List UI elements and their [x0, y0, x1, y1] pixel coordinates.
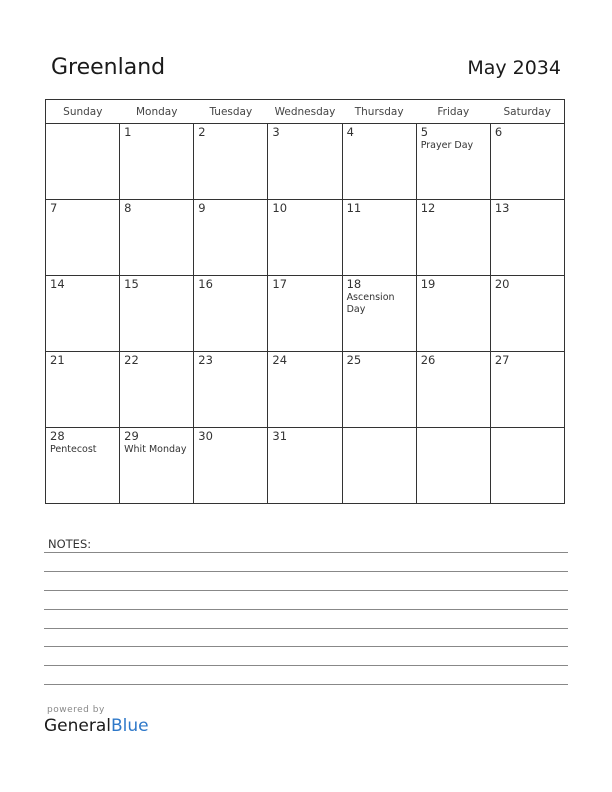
note-line — [44, 609, 568, 610]
day-number: 1 — [124, 125, 132, 139]
day-number: 18 — [346, 277, 362, 291]
day-cell[interactable] — [120, 352, 194, 428]
day-cell[interactable] — [194, 352, 268, 428]
day-cell[interactable] — [416, 124, 490, 200]
day-cell[interactable] — [120, 428, 194, 504]
day-number: 21 — [50, 353, 65, 367]
week-row — [46, 200, 565, 276]
day-number: 15 — [124, 277, 139, 291]
note-line — [44, 590, 568, 591]
note-line — [44, 665, 568, 666]
weekday-header: Tuesday — [194, 100, 268, 124]
day-number: 3 — [272, 125, 280, 139]
note-line — [44, 684, 568, 685]
calendar-country-title: Greenland — [51, 55, 166, 80]
holiday-label: Prayer Day — [420, 140, 474, 151]
day-cell[interactable] — [46, 200, 120, 276]
day-number: 17 — [272, 277, 288, 291]
day-cell[interactable] — [490, 352, 564, 428]
day-cell[interactable] — [268, 352, 342, 428]
day-cell[interactable] — [342, 276, 416, 352]
day-number: 31 — [272, 429, 288, 443]
weekday-header: Saturday — [490, 100, 564, 124]
weekday-header: Monday — [120, 100, 194, 124]
day-number: 14 — [50, 277, 65, 291]
day-cell[interactable] — [46, 124, 120, 200]
day-number: 20 — [494, 277, 510, 291]
day-number: 22 — [124, 353, 139, 367]
brand-blue: Blue — [111, 716, 149, 736]
note-line — [44, 628, 568, 629]
day-number: 5 — [420, 125, 429, 139]
day-number: 25 — [346, 353, 362, 367]
day-number: 6 — [494, 125, 503, 139]
day-cell[interactable] — [120, 124, 194, 200]
week-row — [46, 124, 565, 200]
day-cell[interactable] — [490, 428, 564, 504]
day-number: 16 — [198, 277, 213, 291]
day-cell[interactable] — [416, 428, 490, 504]
day-cell[interactable] — [490, 200, 564, 276]
day-cell[interactable] — [490, 124, 564, 200]
day-number: 11 — [346, 201, 362, 215]
day-number: 24 — [272, 353, 288, 367]
day-number: 19 — [420, 277, 436, 291]
day-number: 29 — [124, 429, 139, 443]
day-number: 8 — [124, 201, 132, 215]
day-cell[interactable] — [194, 428, 268, 504]
day-number: 2 — [198, 125, 206, 139]
calendar-body — [46, 124, 565, 504]
generalblue-logo[interactable] — [44, 716, 149, 736]
day-cell[interactable] — [194, 276, 268, 352]
day-cell[interactable] — [120, 200, 194, 276]
day-cell[interactable] — [194, 200, 268, 276]
day-cell[interactable] — [194, 124, 268, 200]
weekday-header: Wednesday — [268, 100, 342, 124]
day-cell[interactable] — [342, 428, 416, 504]
calendar-grid — [45, 99, 565, 504]
day-number: 26 — [420, 353, 436, 367]
day-number: 12 — [420, 201, 436, 215]
day-number: 28 — [50, 429, 65, 443]
day-cell[interactable] — [120, 276, 194, 352]
day-cell[interactable] — [268, 276, 342, 352]
note-line — [44, 552, 568, 553]
holiday-label: Ascension Day — [346, 292, 395, 315]
day-cell[interactable] — [416, 352, 490, 428]
day-cell[interactable] — [342, 352, 416, 428]
weekday-header-row — [46, 100, 565, 124]
day-cell[interactable] — [268, 428, 342, 504]
holiday-label: Pentecost — [50, 444, 97, 455]
day-number: 4 — [346, 125, 354, 139]
note-line — [44, 646, 568, 647]
day-number: 23 — [198, 353, 213, 367]
day-cell[interactable] — [46, 428, 120, 504]
day-cell[interactable] — [416, 276, 490, 352]
weekday-header: Thursday — [342, 100, 416, 124]
note-line — [44, 571, 568, 572]
day-cell[interactable] — [416, 200, 490, 276]
day-number: 13 — [494, 201, 510, 215]
calendar-month-title: May 2034 — [467, 57, 561, 79]
week-row — [46, 352, 565, 428]
day-number: 27 — [494, 353, 510, 367]
holiday-label: Whit Monday — [124, 444, 187, 455]
week-row — [46, 428, 565, 504]
notes-label: NOTES: — [48, 537, 92, 551]
day-number: 9 — [198, 201, 206, 215]
day-cell[interactable] — [342, 124, 416, 200]
day-cell[interactable] — [268, 124, 342, 200]
brand-general: General — [44, 716, 111, 736]
day-number: 30 — [198, 429, 213, 443]
powered-by-text: powered by — [47, 705, 105, 715]
weekday-header: Sunday — [46, 100, 120, 124]
weekday-header: Friday — [416, 100, 490, 124]
day-number: 10 — [272, 201, 288, 215]
day-cell[interactable] — [342, 200, 416, 276]
day-number: 7 — [50, 201, 58, 215]
week-row — [46, 276, 565, 352]
day-cell[interactable] — [46, 276, 120, 352]
day-cell[interactable] — [268, 200, 342, 276]
day-cell[interactable] — [490, 276, 564, 352]
day-cell[interactable] — [46, 352, 120, 428]
